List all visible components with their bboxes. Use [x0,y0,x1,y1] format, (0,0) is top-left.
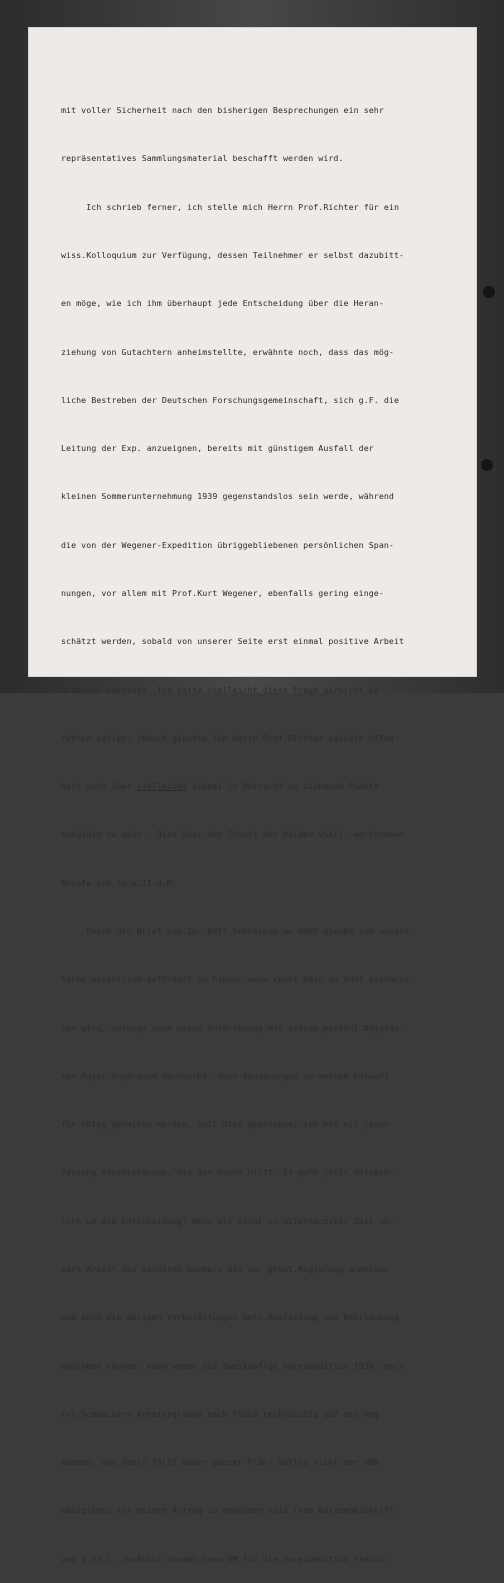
text-line: wiss.Kolloquium zur Verfügung, dessen Teilnehmer er selbst dazubitt- [61,250,405,261]
text-line: Sache wesentlich gefördert zu haben, wenn recht bald an Udet geschrie- [61,974,415,985]
text-line: draussen vorliegt. Ich hätte vielleicht diese Frage garnicht be- [61,684,384,695]
text-line: Durch den Brief vom 2o. betr.Schreiben an Udet glaube ich unsere [61,925,410,936]
text-line: kleinen Sommerunternehmung 1939 gegenstandslos sein werde, während [61,491,394,502]
text-line: rühren sollen, jedoch glaubte ich Herrn Prof.Richter vollste Offen- [61,732,400,743]
text-line: ten Major Angermund nachwirkt. Wenn Aenderungen an meinem Entwurf [61,1070,389,1081]
typed-letter-body [61,70,471,1583]
text-line: die von der Wegener-Expedition übriggebliebenen persönlichen Span- [61,539,394,550]
text-line: schätzt werden, sobald von unserer Seite erst einmal positive Arbeit [61,636,405,647]
text-line: repräsentatives Sammlungsmaterial beschafft werden wird. [61,153,344,164]
underlined-word: vielleicht [136,781,188,792]
text-line: kommen, und damit fällt unser ganzer Plan! Sollte nicht der OBM [61,1457,379,1468]
text-line: vom 2.12.), zunächst einmal 5ooo RM für die Vorexpedition freizu- [61,1553,389,1564]
text-line: schuldig zu sein. Dies über den Inhalt der beiden viell. verlorenen [61,829,405,840]
text-line: wenigstens für meinen Antrag zu gewinnen sein (vom Kurzdenkschrift [61,1505,394,1516]
text-line: nungen, vor allem mit Prof.Kurt Wegener, ebenfalls gering einge- [61,588,384,598]
text-line: Briefe vom lo.u.11.d.M. [61,877,178,888]
text-line: und auch die übrigen Vorbereitungen betr.Ausrüstung und Beurlaubung [61,1312,400,1323]
text-line: mit voller Sicherheit nach den bisherigen Besprechungen ein sehr [61,105,384,116]
punch-hole-lower [481,459,493,471]
text-line: für nötig gehalten werden, soll dies geschehen; ich bin mit jeder [61,1119,389,1130]
text-line: Leitung der Exp. anzueignen, bereits mit günstigem Ausfall der [61,443,374,454]
text-line: Ich schrieb ferner, ich stelle mich Herrn Prof.Richter für ein [61,201,400,212]
punch-hole-upper [483,286,495,298]
text-line: heit auch über vielleicht einmal in Betracht zu ziehende Punkte [61,781,379,792]
text-line: sere Arbeit des nächsten Sommers bei der grönl.Regierung anmelden [61,1263,389,1274]
text-line: lich um die Entscheidung: Wenn wir nicht in allernächster Zeit un- [61,1215,394,1226]
text-line: ben wird, solange noch meine Unterredung mit seinem persönl.Adjutan- [61,1022,405,1033]
text-line: Fassung einverstanden, die der Sache hilft. Es geht jetzt tatsäch- [61,1167,394,1178]
text-line: Frl.Schmückers Arbeitsgruppe nach Thule rechtzeitig auf den Weg [61,1408,379,1419]
text-line: beginnen können, kann weder die zweiköpfige Vorexpedition 1939, noch [61,1360,405,1371]
text-line: ziehung von Gutachtern anheimstellte, erwähnte noch, dass das mög- [61,346,394,357]
text-line: liche Bestreben der Deutschen Forschungsgemeinschaft, sich g.F. die [61,394,400,405]
text-line: en möge, wie ich ihm überhaupt jede Entscheidung über die Heran- [61,298,384,309]
